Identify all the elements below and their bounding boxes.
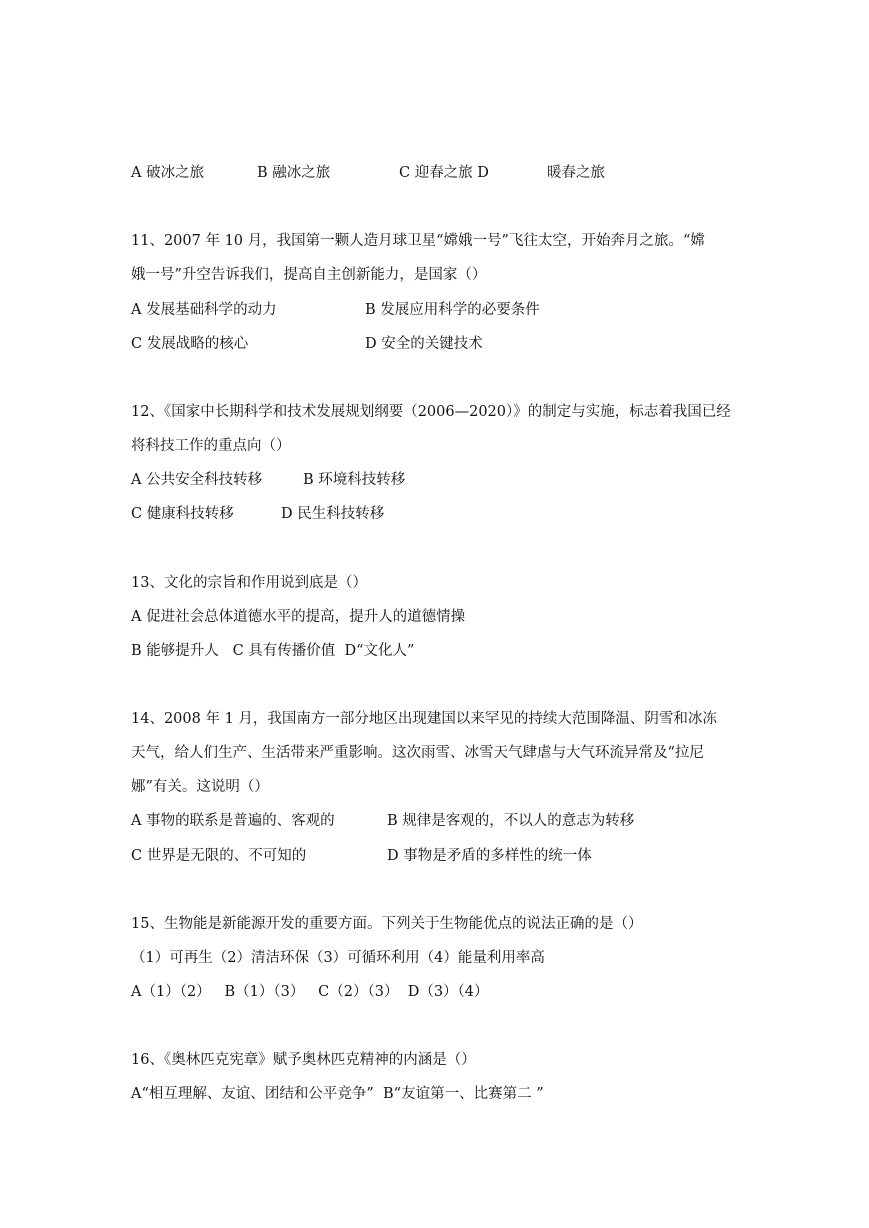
q11-stem-line1: 11、2007 年 10 月，我国第一颗人造月球卫星“嫦娥一号”飞往太空，开始奔月之旅。“嫦	[131, 233, 705, 249]
q15-option-line1: A（1）（2） B（1）（3） C（2）（3） D（3）（4）	[131, 984, 489, 1000]
q14-option-a: A 事物的联系是普遍的、客观的	[131, 813, 335, 829]
q14-option-d: D 事物是矛盾的多样性的统一体	[387, 848, 592, 864]
q13-stem-line1: 13、文化的宗旨和作用说到底是（）	[131, 575, 367, 591]
q12-option-c: C 健康科技转移	[131, 506, 234, 522]
q10-option-b: B 融冰之旅	[257, 165, 331, 181]
q14-stem-line2: 天气，给人们生产、生活带来严重影响。这次雨雪、冰雪天气肆虐与大气环流异常及“拉尼	[131, 745, 704, 761]
q11-option-b: B 发展应用科学的必要条件	[365, 302, 540, 318]
q12-stem-line1: 12、《国家中长期科学和技术发展规划纲要（2006—2020）》的制定与实施，标志着我国已经	[131, 404, 731, 420]
q14-option-c: C 世界是无限的、不可知的	[131, 848, 307, 864]
q13-option-line1: A 促进社会总体道德水平的提高，提升人的道德情操	[131, 609, 466, 625]
q16-stem-line1: 16、《奥林匹克宪章》赋予奥林匹克精神的内涵是（）	[131, 1052, 476, 1068]
q12-option-d: D 民生科技转移	[281, 506, 385, 522]
q12-option-b: B 环境科技转移	[303, 472, 406, 488]
q15-stem-line1: 15、生物能是新能源开发的重要方面。下列关于生物能优点的说法正确的是（）	[131, 916, 643, 932]
q14-stem-line1: 14、2008 年 1 月，我国南方一部分地区出现建国以来罕见的持续大范围降温、阴雪和冰冻	[131, 711, 717, 727]
q11-option-d: D 安全的关键技术	[365, 336, 483, 352]
q13-option-line2: B 能够提升人 C 具有传播价值 D“文化人”	[131, 643, 415, 659]
q11-option-c: C 发展战略的核心	[131, 336, 249, 352]
q16-option-line1: A“相互理解、友谊、团结和公平竞争” B“友谊第一、比赛第二 ”	[131, 1086, 544, 1102]
q10-option-a: A 破冰之旅	[131, 165, 205, 181]
q10-option-c: C 迎春之旅 D	[399, 165, 489, 181]
q14-option-b: B 规律是客观的，不以人的意志为转移	[387, 813, 635, 829]
q10-option-d: 暖春之旅	[547, 165, 605, 181]
q11-stem-line2: 娥一号”升空告诉我们，提高自主创新能力，是国家（）	[131, 267, 487, 283]
q15-stem-line2: （1）可再生（2）清洁环保（3）可循环利用（4）能量利用率高	[131, 950, 545, 966]
q14-stem-line3: 娜”有关。这说明（）	[131, 779, 269, 795]
q12-stem-line2: 将科技工作的重点向（）	[131, 438, 291, 454]
q12-option-a: A 公共安全科技转移	[131, 472, 263, 488]
q11-option-a: A 发展基础科学的动力	[131, 302, 277, 318]
